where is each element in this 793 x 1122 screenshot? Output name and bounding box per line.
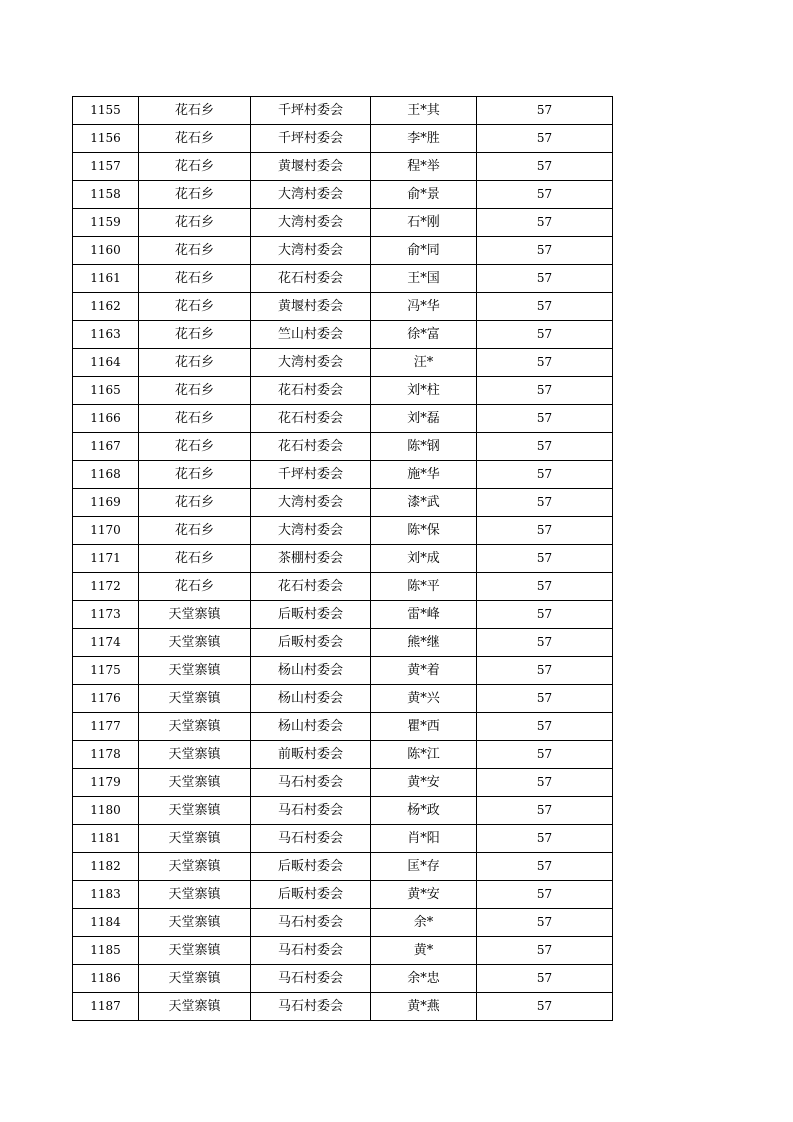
name-cell: 陈*平: [371, 573, 477, 601]
row-number-cell: 1158: [73, 181, 139, 209]
township-cell: 天堂寨镇: [139, 629, 251, 657]
score-cell: 57: [477, 657, 613, 685]
row-number-cell: 1167: [73, 433, 139, 461]
township-cell: 天堂寨镇: [139, 993, 251, 1021]
row-number-cell: 1171: [73, 545, 139, 573]
table-row: [73, 97, 613, 125]
township-cell: 花石乡: [139, 377, 251, 405]
village-committee-cell: 花石村委会: [251, 405, 371, 433]
name-cell: 杨*政: [371, 797, 477, 825]
score-cell: 57: [477, 965, 613, 993]
table-row: [73, 321, 613, 349]
township-cell: 天堂寨镇: [139, 825, 251, 853]
score-cell: 57: [477, 741, 613, 769]
row-number-cell: 1161: [73, 265, 139, 293]
table-row: [73, 181, 613, 209]
township-cell: 天堂寨镇: [139, 769, 251, 797]
row-number-cell: 1184: [73, 909, 139, 937]
township-cell: 花石乡: [139, 545, 251, 573]
table-row: [73, 601, 613, 629]
township-cell: 天堂寨镇: [139, 657, 251, 685]
score-cell: 57: [477, 125, 613, 153]
row-number-cell: 1174: [73, 629, 139, 657]
village-committee-cell: 马石村委会: [251, 797, 371, 825]
name-cell: 黄*: [371, 937, 477, 965]
row-number-cell: 1164: [73, 349, 139, 377]
township-cell: 花石乡: [139, 125, 251, 153]
row-number-cell: 1182: [73, 853, 139, 881]
table-row: [73, 741, 613, 769]
table-row: [73, 433, 613, 461]
village-committee-cell: 马石村委会: [251, 993, 371, 1021]
row-number-cell: 1180: [73, 797, 139, 825]
village-committee-cell: 马石村委会: [251, 769, 371, 797]
township-cell: 花石乡: [139, 153, 251, 181]
table-row: [73, 825, 613, 853]
table-row: [73, 713, 613, 741]
township-cell: 天堂寨镇: [139, 965, 251, 993]
score-cell: 57: [477, 797, 613, 825]
name-cell: 汪*: [371, 349, 477, 377]
township-cell: 花石乡: [139, 461, 251, 489]
score-cell: 57: [477, 153, 613, 181]
table-row: [73, 461, 613, 489]
township-cell: 花石乡: [139, 349, 251, 377]
township-cell: 天堂寨镇: [139, 909, 251, 937]
name-cell: 刘*柱: [371, 377, 477, 405]
row-number-cell: 1172: [73, 573, 139, 601]
row-number-cell: 1175: [73, 657, 139, 685]
village-committee-cell: 大湾村委会: [251, 349, 371, 377]
row-number-cell: 1157: [73, 153, 139, 181]
score-cell: 57: [477, 489, 613, 517]
name-cell: 余*忠: [371, 965, 477, 993]
name-cell: 石*刚: [371, 209, 477, 237]
row-number-cell: 1168: [73, 461, 139, 489]
village-committee-cell: 后畈村委会: [251, 853, 371, 881]
row-number-cell: 1155: [73, 97, 139, 125]
village-committee-cell: 千坪村委会: [251, 461, 371, 489]
village-committee-cell: 马石村委会: [251, 909, 371, 937]
village-committee-cell: 大湾村委会: [251, 181, 371, 209]
village-committee-cell: 茶棚村委会: [251, 545, 371, 573]
village-committee-cell: 花石村委会: [251, 433, 371, 461]
name-cell: 刘*磊: [371, 405, 477, 433]
name-cell: 王*其: [371, 97, 477, 125]
row-number-cell: 1160: [73, 237, 139, 265]
score-cell: 57: [477, 97, 613, 125]
row-number-cell: 1185: [73, 937, 139, 965]
row-number-cell: 1179: [73, 769, 139, 797]
village-committee-cell: 花石村委会: [251, 377, 371, 405]
score-cell: 57: [477, 713, 613, 741]
township-cell: 天堂寨镇: [139, 881, 251, 909]
village-committee-cell: 大湾村委会: [251, 517, 371, 545]
score-cell: 57: [477, 993, 613, 1021]
table-row: [73, 405, 613, 433]
township-cell: 花石乡: [139, 489, 251, 517]
village-committee-cell: 前畈村委会: [251, 741, 371, 769]
village-committee-cell: 杨山村委会: [251, 685, 371, 713]
name-cell: 王*国: [371, 265, 477, 293]
score-cell: 57: [477, 377, 613, 405]
township-cell: 花石乡: [139, 433, 251, 461]
table-row: [73, 573, 613, 601]
row-number-cell: 1177: [73, 713, 139, 741]
name-cell: 冯*华: [371, 293, 477, 321]
score-cell: 57: [477, 265, 613, 293]
name-cell: 熊*继: [371, 629, 477, 657]
township-cell: 天堂寨镇: [139, 685, 251, 713]
score-cell: 57: [477, 209, 613, 237]
name-cell: 黄*燕: [371, 993, 477, 1021]
name-cell: 李*胜: [371, 125, 477, 153]
name-cell: 程*举: [371, 153, 477, 181]
score-cell: 57: [477, 601, 613, 629]
row-number-cell: 1166: [73, 405, 139, 433]
table-row: [73, 125, 613, 153]
name-cell: 匡*存: [371, 853, 477, 881]
name-cell: 陈*钢: [371, 433, 477, 461]
score-cell: 57: [477, 433, 613, 461]
village-committee-cell: 马石村委会: [251, 937, 371, 965]
name-cell: 雷*峰: [371, 601, 477, 629]
name-cell: 漆*武: [371, 489, 477, 517]
village-committee-cell: 花石村委会: [251, 573, 371, 601]
score-cell: 57: [477, 545, 613, 573]
table-row: [73, 489, 613, 517]
row-number-cell: 1178: [73, 741, 139, 769]
row-number-cell: 1162: [73, 293, 139, 321]
table-row: [73, 909, 613, 937]
township-cell: 花石乡: [139, 265, 251, 293]
row-number-cell: 1183: [73, 881, 139, 909]
township-cell: 天堂寨镇: [139, 741, 251, 769]
table-row: [73, 853, 613, 881]
score-cell: 57: [477, 349, 613, 377]
score-cell: 57: [477, 769, 613, 797]
name-cell: 黄*着: [371, 657, 477, 685]
score-cell: 57: [477, 881, 613, 909]
table-row: [73, 993, 613, 1021]
row-number-cell: 1165: [73, 377, 139, 405]
name-cell: 刘*成: [371, 545, 477, 573]
name-cell: 黄*安: [371, 881, 477, 909]
township-cell: 天堂寨镇: [139, 601, 251, 629]
table-row: [73, 769, 613, 797]
table-row: [73, 377, 613, 405]
score-cell: 57: [477, 321, 613, 349]
township-cell: 花石乡: [139, 517, 251, 545]
score-cell: 57: [477, 825, 613, 853]
score-cell: 57: [477, 405, 613, 433]
data-table: [72, 96, 613, 1021]
village-committee-cell: 杨山村委会: [251, 657, 371, 685]
table-row: [73, 265, 613, 293]
township-cell: 天堂寨镇: [139, 937, 251, 965]
score-cell: 57: [477, 629, 613, 657]
name-cell: 陈*江: [371, 741, 477, 769]
name-cell: 陈*保: [371, 517, 477, 545]
township-cell: 花石乡: [139, 181, 251, 209]
name-cell: 黄*兴: [371, 685, 477, 713]
row-number-cell: 1163: [73, 321, 139, 349]
village-committee-cell: 竺山村委会: [251, 321, 371, 349]
score-cell: 57: [477, 909, 613, 937]
row-number-cell: 1186: [73, 965, 139, 993]
village-committee-cell: 黄堰村委会: [251, 293, 371, 321]
score-cell: 57: [477, 293, 613, 321]
village-committee-cell: 后畈村委会: [251, 629, 371, 657]
village-committee-cell: 千坪村委会: [251, 97, 371, 125]
village-committee-cell: 花石村委会: [251, 265, 371, 293]
score-cell: 57: [477, 573, 613, 601]
score-cell: 57: [477, 853, 613, 881]
township-cell: 花石乡: [139, 237, 251, 265]
row-number-cell: 1173: [73, 601, 139, 629]
name-cell: 瞿*西: [371, 713, 477, 741]
score-cell: 57: [477, 937, 613, 965]
township-cell: 花石乡: [139, 293, 251, 321]
score-cell: 57: [477, 461, 613, 489]
row-number-cell: 1159: [73, 209, 139, 237]
table-row: [73, 657, 613, 685]
township-cell: 花石乡: [139, 573, 251, 601]
table-row: [73, 545, 613, 573]
table-row: [73, 209, 613, 237]
table-row: [73, 685, 613, 713]
table-row: [73, 629, 613, 657]
row-number-cell: 1181: [73, 825, 139, 853]
name-cell: 施*华: [371, 461, 477, 489]
township-cell: 天堂寨镇: [139, 713, 251, 741]
township-cell: 花石乡: [139, 405, 251, 433]
village-committee-cell: 大湾村委会: [251, 489, 371, 517]
table-row: [73, 293, 613, 321]
village-committee-cell: 大湾村委会: [251, 209, 371, 237]
village-committee-cell: 马石村委会: [251, 825, 371, 853]
name-cell: 俞*景: [371, 181, 477, 209]
score-cell: 57: [477, 237, 613, 265]
township-cell: 天堂寨镇: [139, 797, 251, 825]
table-row: [73, 237, 613, 265]
row-number-cell: 1170: [73, 517, 139, 545]
village-committee-cell: 杨山村委会: [251, 713, 371, 741]
table-row: [73, 937, 613, 965]
village-committee-cell: 大湾村委会: [251, 237, 371, 265]
village-committee-cell: 千坪村委会: [251, 125, 371, 153]
village-committee-cell: 后畈村委会: [251, 601, 371, 629]
village-committee-cell: 黄堰村委会: [251, 153, 371, 181]
name-cell: 余*: [371, 909, 477, 937]
village-committee-cell: 马石村委会: [251, 965, 371, 993]
table-row: [73, 349, 613, 377]
row-number-cell: 1176: [73, 685, 139, 713]
table-row: [73, 881, 613, 909]
name-cell: 肖*阳: [371, 825, 477, 853]
name-cell: 黄*安: [371, 769, 477, 797]
table-row: [73, 965, 613, 993]
name-cell: 俞*同: [371, 237, 477, 265]
row-number-cell: 1187: [73, 993, 139, 1021]
village-committee-cell: 后畈村委会: [251, 881, 371, 909]
score-cell: 57: [477, 181, 613, 209]
township-cell: 花石乡: [139, 321, 251, 349]
table-body: [73, 97, 613, 1021]
table-row: [73, 153, 613, 181]
township-cell: 天堂寨镇: [139, 853, 251, 881]
township-cell: 花石乡: [139, 97, 251, 125]
township-cell: 花石乡: [139, 209, 251, 237]
row-number-cell: 1156: [73, 125, 139, 153]
table-row: [73, 517, 613, 545]
score-cell: 57: [477, 517, 613, 545]
row-number-cell: 1169: [73, 489, 139, 517]
table-row: [73, 797, 613, 825]
name-cell: 徐*富: [371, 321, 477, 349]
score-cell: 57: [477, 685, 613, 713]
